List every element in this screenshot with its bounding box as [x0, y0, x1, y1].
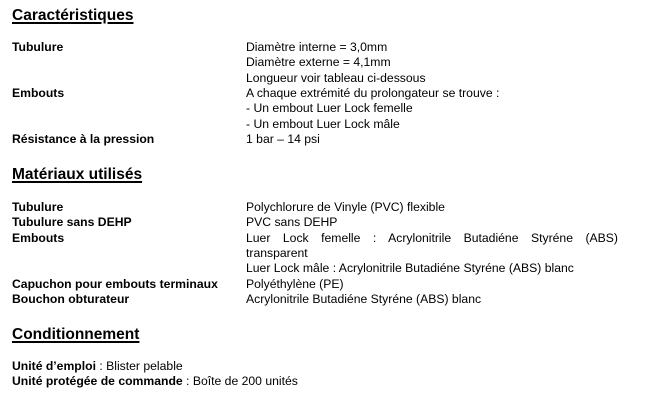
section-title-conditionnement: Conditionnement: [12, 326, 140, 343]
value-mat-tubulure: Polychlorure de Vinyle (PVC) flexible: [246, 200, 445, 214]
section-title-materiaux: Matériaux utilisés: [12, 166, 143, 183]
section-title-caracteristiques: Caractéristiques: [12, 7, 134, 24]
value-capuchon: Polyéthylène (PE): [246, 277, 344, 291]
value-embout-femelle: - Un embout Luer Lock femelle: [246, 101, 413, 115]
value-embout-femelle-material: Luer Lock femelle : Acrylonitrile Butadiéne Styréne (ABS): [246, 231, 618, 245]
value-longueur: Longueur voir tableau ci-dessous: [246, 71, 426, 85]
value-tubulure-sans-dehp: PVC sans DEHP: [246, 215, 338, 229]
label-embouts: Embouts: [12, 86, 65, 100]
value-unite-emploi: : Blister pelable: [95, 359, 183, 373]
line-unite-emploi: [12, 359, 183, 374]
label-tubulure-sans-dehp: Tubulure sans DEHP: [12, 215, 132, 229]
value-diametre-externe: Diamètre externe = 4,1mm: [246, 55, 391, 69]
label-mat-tubulure: Tubulure: [12, 200, 64, 214]
value-embouts-intro: A chaque extrémité du prolongateur se trouve :: [246, 86, 500, 100]
label-tubulure: Tubulure: [12, 40, 64, 54]
value-embout-male-material: Luer Lock mâle : Acrylonitrile Butadiéne Styréne (ABS) blanc: [246, 261, 574, 275]
label-mat-embouts: Embouts: [12, 231, 65, 245]
label-resistance-pression: Résistance à la pression: [12, 132, 155, 146]
label-bouchon: Bouchon obturateur: [12, 292, 130, 306]
value-bouchon: Acrylonitrile Butadiéne Styréne (ABS) blanc: [246, 292, 482, 306]
label-capuchon: Capuchon pour embouts terminaux: [12, 277, 218, 291]
line-unite-commande: [12, 374, 298, 389]
value-unite-commande: : Boîte de 200 unités: [182, 374, 298, 388]
value-resistance-pression: 1 bar – 14 psi: [246, 132, 320, 146]
label-unite-commande: Unité protégée de commande: [12, 374, 183, 388]
value-embout-femelle-material-cont: transparent: [246, 246, 308, 260]
value-diametre-interne: Diamètre interne = 3,0mm: [246, 40, 388, 54]
value-embout-male: - Un embout Luer Lock mâle: [246, 117, 400, 131]
label-unite-emploi: Unité d’emploi: [12, 359, 96, 373]
